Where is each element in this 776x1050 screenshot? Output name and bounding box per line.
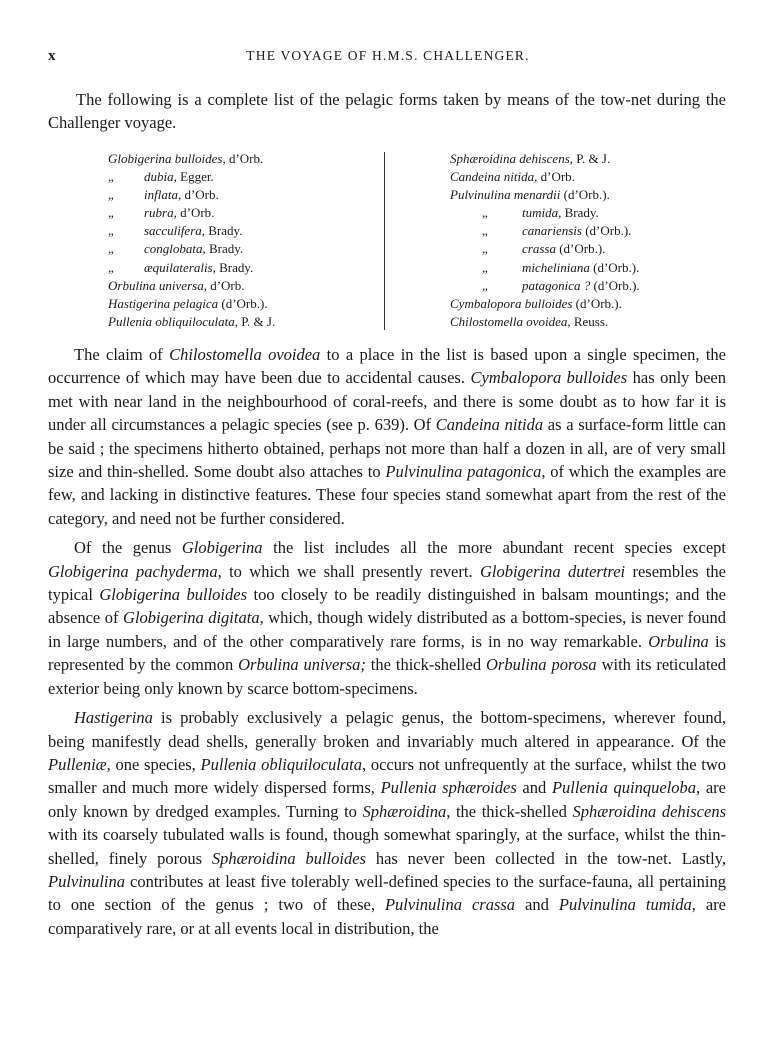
species-entry bbox=[450, 186, 680, 204]
italic-term: Orbulina porosa bbox=[486, 655, 597, 675]
species-entry bbox=[108, 295, 378, 313]
text-run: , occurs not unfrequently at the surface, whilst the two smaller and much more widely dispersed forms, bbox=[48, 754, 727, 798]
species-name: Sphæroidina dehiscens bbox=[450, 151, 570, 166]
species-entry bbox=[108, 222, 378, 240]
species-name: micheliniana bbox=[522, 259, 590, 275]
italic-term: Sphæroidina bbox=[362, 801, 447, 821]
species-entry bbox=[450, 313, 680, 331]
page-header bbox=[48, 48, 728, 68]
species-name: rubra bbox=[144, 205, 174, 221]
species-name: conglobata bbox=[144, 241, 203, 257]
species-entry bbox=[108, 168, 378, 186]
species-name: canariensis bbox=[522, 223, 582, 239]
ditto-mark: „ bbox=[482, 205, 488, 221]
body-text bbox=[48, 343, 726, 946]
species-entry bbox=[108, 313, 378, 331]
species-name: crassa bbox=[522, 241, 556, 257]
ditto-mark: „ bbox=[108, 187, 114, 203]
body-paragraph bbox=[48, 343, 726, 530]
species-name: Cymbalopora bulloides bbox=[450, 295, 573, 311]
species-entry bbox=[450, 204, 680, 222]
text-run: is represented by the common bbox=[48, 631, 726, 675]
species-entry bbox=[108, 240, 378, 258]
species-list bbox=[108, 150, 668, 332]
species-name: æquilateralis bbox=[144, 259, 213, 275]
species-author: , Brady. bbox=[212, 259, 254, 275]
species-author: , d’Orb. bbox=[222, 151, 264, 166]
text-run: has never been collected in the tow-net. Lastly, bbox=[365, 848, 726, 868]
italic-term: Pullenia quinqueloba bbox=[551, 778, 697, 798]
text-run: , which, though widely distributed as a bottom-species, is never found in large numbers, and of the other comparatively rare forms, is in no way remarkable. bbox=[48, 608, 726, 651]
text-run: contributes at least five tolerably well-defined species to the surface-fauna, all pertaining to one section of the genus ; two of these, bbox=[48, 871, 726, 915]
text-run: Of the genus bbox=[74, 538, 182, 558]
species-entry bbox=[108, 277, 378, 295]
species-entry bbox=[108, 259, 378, 277]
intro-paragraph: The following is a complete list of the pelagic forms taken by means of the tow-net during the Challenger voyage. bbox=[48, 90, 726, 132]
species-entry bbox=[450, 150, 680, 168]
text-run: the thick-shelled bbox=[365, 655, 487, 675]
text-run: is probably exclusively a pelagic genus, the bottom-specimens, wherever found, being manifestly dead shells, generally broken and invariably much altered in appearance. Of the bbox=[48, 708, 726, 751]
italic-term: Globigerina digitata bbox=[123, 608, 260, 628]
species-author: , d’Orb. bbox=[203, 277, 245, 293]
column-divider bbox=[384, 152, 385, 330]
species-author: , Brady. bbox=[201, 223, 243, 239]
italic-term: Pulvinulina patagonica bbox=[385, 462, 542, 482]
text-run: to a place in the list is based upon a single specimen, the occurrence of which may have been due to accidental causes. bbox=[48, 345, 727, 388]
ditto-mark: „ bbox=[108, 205, 114, 221]
text-run: resembles the typical bbox=[48, 561, 726, 605]
species-column-left bbox=[108, 150, 378, 331]
species-name: Globigerina bulloides bbox=[108, 151, 223, 166]
italic-term: Sphæroidina bulloides bbox=[211, 848, 366, 868]
italic-term: Pullenia obliquiloculata bbox=[200, 754, 362, 774]
species-entry bbox=[108, 150, 378, 168]
italic-term: Globigerina bbox=[181, 538, 263, 558]
species-author: (d’Orb.). bbox=[560, 187, 610, 203]
italic-term: Globigerina pachyderma bbox=[48, 561, 218, 581]
text-run: the list includes all the more abundant recent species except bbox=[262, 538, 726, 558]
italic-term: Chilostomella ovoidea bbox=[169, 345, 321, 364]
running-title: THE VOYAGE OF H.M.S. CHALLENGER. bbox=[246, 48, 530, 63]
species-author: (d’Orb.). bbox=[589, 259, 640, 275]
species-author: , d’Orb. bbox=[173, 205, 215, 221]
ditto-mark: „ bbox=[482, 277, 488, 293]
ditto-mark: „ bbox=[108, 241, 114, 257]
body-paragraph bbox=[48, 706, 726, 940]
italic-term: Candeina nitida bbox=[435, 415, 544, 435]
ditto-mark: „ bbox=[482, 241, 488, 257]
body-paragraph bbox=[48, 536, 726, 700]
species-entry bbox=[450, 277, 680, 295]
species-author: , Brady. bbox=[202, 241, 244, 257]
species-author: (d’Orb.). bbox=[218, 295, 268, 311]
italic-term: Hastigerina bbox=[74, 708, 153, 728]
species-author: (d’Orb.). bbox=[572, 295, 622, 311]
species-author: (d’Orb.). bbox=[590, 277, 640, 293]
species-entry bbox=[450, 222, 680, 240]
text-run: with its reticulated exterior being only known by scarce bottom-specimens. bbox=[48, 655, 726, 698]
species-author: , Egger. bbox=[173, 169, 214, 185]
italic-term: Sphæroidina dehiscens bbox=[572, 801, 726, 821]
text-run: , one species, bbox=[106, 754, 201, 774]
species-name: patagonica ? bbox=[522, 277, 591, 293]
species-name: Orbulina universa bbox=[108, 277, 204, 293]
species-entry bbox=[108, 186, 378, 204]
italic-term: Orbulina universa; bbox=[238, 655, 366, 675]
species-name: Pulvinulina menardii bbox=[450, 187, 561, 203]
italic-term: Pulvinulina tumida bbox=[558, 895, 692, 915]
species-name: Pullenia obliquiloculata bbox=[108, 313, 235, 329]
italic-term: Globigerina bulloides bbox=[99, 585, 248, 605]
page-number: x bbox=[48, 48, 57, 64]
text-run: and bbox=[515, 895, 559, 915]
text-run: too closely to be readily distinguished in balsam mountings; and the absence of bbox=[48, 585, 726, 628]
species-name: sacculifera bbox=[144, 223, 202, 239]
text-run: with its coarsely tubulated walls is found, though somewhat sparingly, at the surface, whilst the thin-shelled, finely porous bbox=[48, 825, 726, 868]
italic-term: Orbulina bbox=[648, 631, 709, 651]
italic-term: Pullenia sphæroides bbox=[380, 778, 517, 798]
species-entry bbox=[450, 240, 680, 258]
ditto-mark: „ bbox=[482, 223, 488, 239]
text-run: , of which the examples are few, and lacking in distinctive features. These four species stand somewhat apart from the rest of the category, and need not be further considered. bbox=[48, 462, 726, 528]
ditto-mark: „ bbox=[108, 169, 114, 185]
species-author: , Reuss. bbox=[567, 313, 609, 329]
species-entry bbox=[450, 295, 680, 313]
text-run: , the thick-shelled bbox=[446, 801, 573, 821]
species-column-right bbox=[450, 150, 680, 331]
italic-term: Pulvinulina bbox=[48, 871, 125, 891]
ditto-mark: „ bbox=[108, 223, 114, 239]
ditto-mark: „ bbox=[108, 259, 114, 275]
species-entry bbox=[108, 204, 378, 222]
ditto-mark: „ bbox=[482, 259, 488, 275]
species-author: , Brady. bbox=[558, 205, 599, 221]
text-run: The claim of bbox=[74, 345, 170, 364]
species-author: , d’Orb. bbox=[177, 187, 219, 203]
species-name: Hastigerina pelagica bbox=[108, 295, 219, 311]
italic-term: Cymbalopora bulloides bbox=[470, 368, 628, 388]
species-name: dubia bbox=[144, 169, 174, 185]
species-entry bbox=[450, 259, 680, 277]
text-run: , to which we shall presently revert. bbox=[217, 561, 480, 581]
text-run: as a surface-form little can be said ; the specimens hitherto obtained, perhaps not more than half a dozen in all, are of very small size and thin-shelled. Some doubt also attaches to bbox=[48, 415, 726, 482]
text-run: , are comparatively rare, or at all events local in distribution, the bbox=[48, 895, 727, 938]
species-name: tumida bbox=[522, 205, 559, 221]
species-author: , d’Orb. bbox=[534, 169, 575, 185]
species-entry bbox=[450, 168, 680, 186]
species-author: , P. & J. bbox=[234, 313, 276, 329]
text-run: and bbox=[516, 778, 552, 798]
italic-term: Pulleniæ bbox=[48, 754, 107, 774]
species-name: Candeina nitida bbox=[450, 169, 535, 185]
species-author: (d’Orb.). bbox=[581, 223, 632, 239]
species-author: , P. & J. bbox=[569, 151, 611, 166]
species-author: (d’Orb.). bbox=[555, 241, 606, 257]
italic-term: Globigerina dutertrei bbox=[479, 561, 626, 581]
species-name: inflata bbox=[144, 187, 178, 203]
italic-term: Pulvinulina crassa bbox=[384, 895, 516, 915]
text-run: , are only known by dredged examples. Turning to bbox=[48, 778, 726, 821]
species-name: Chilostomella ovoidea bbox=[450, 313, 568, 329]
text-run: has only been met with near land in the neighbourhood of coral-reefs, and there is some doubt as to how far it is under all circumstances a pelagic species (see p. 639). Of bbox=[48, 368, 727, 435]
